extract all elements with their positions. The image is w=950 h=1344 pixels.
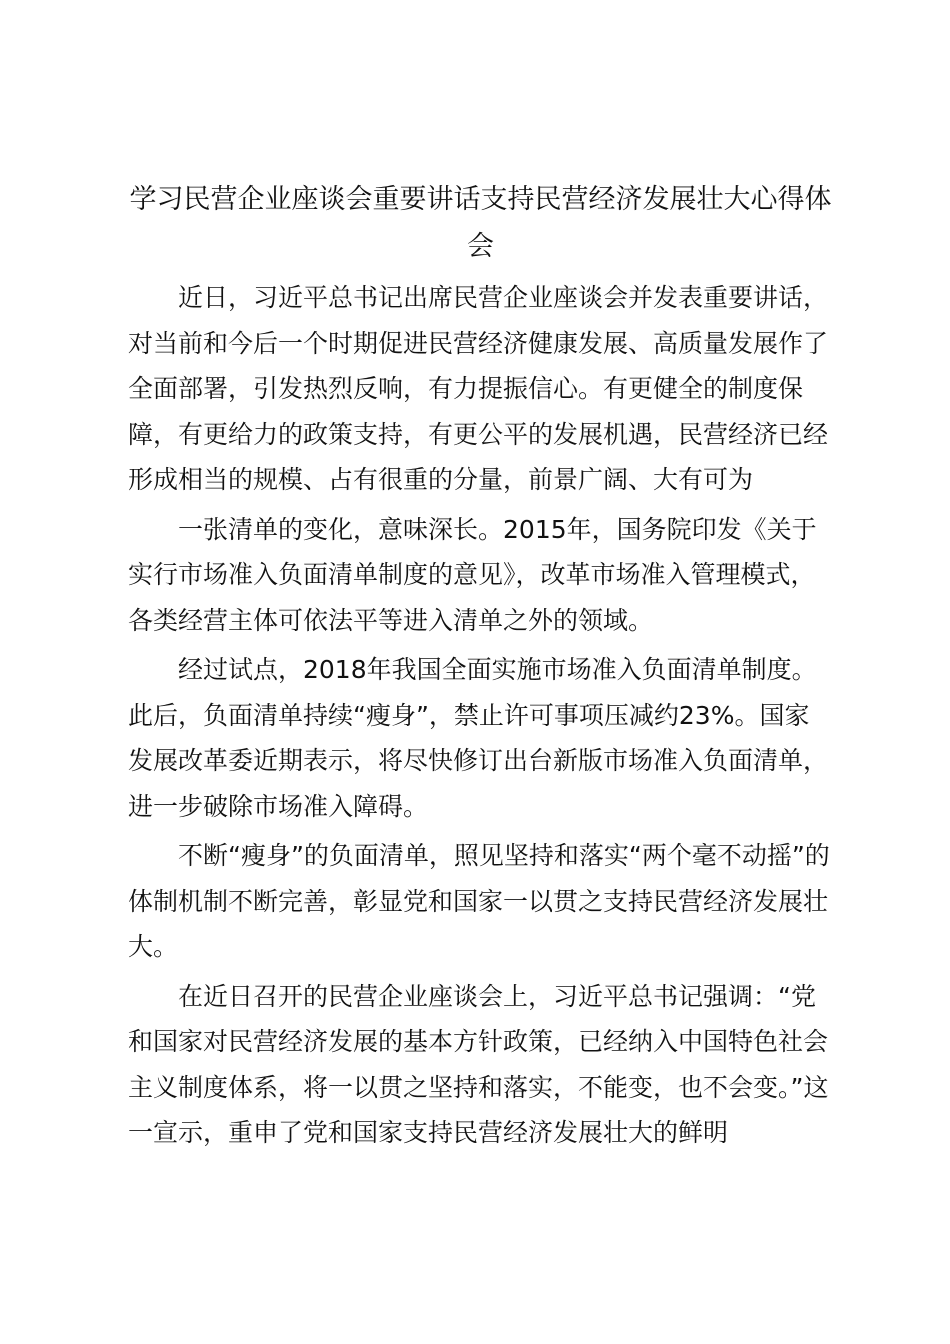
document-body: [128, 275, 833, 1160]
paragraph-2: 一张清单的变化，意味深长。2015年，国务院印发《关于实行市场准入负面清单制度的意见》，改革市场准入管理模式，各类经营主体可依法平等进入清单之外的领域。: [128, 514, 817, 635]
paragraph-3: 经过试点，2018年我国全面实施市场准入负面清单制度。此后，负面清单持续“瘦身”，禁止许可事项压减约23%。国家发展改革委近期表示，将尽快修订出台新版市场准入负面清单，进一步破除市场准入障碍。: [128, 655, 829, 821]
paragraph-4: 不断“瘦身”的负面清单，照见坚持和落实“两个毫不动摇”的体制机制不断完善，彰显党和国家一以贯之支持民营经济发展壮大。: [128, 841, 830, 961]
document-title: 学习民营企业座谈会重要讲话支持民营经济发展壮大心得体会: [129, 184, 832, 262]
paragraph-5: 在近日召开的民营企业座谈会上，习近平总书记强调：“党和国家对民营经济发展的基本方针政策，已经纳入中国特色社会主义制度体系，将一以贯之坚持和落实，不能变，也不会变。”这一宣示，重申了党和国家支持民营经济发展壮大的鲜明: [128, 981, 829, 1147]
paragraph-1: 近日，习近平总书记出席民营企业座谈会并发表重要讲话，对当前和今后一个时期促进民营经济健康发展、高质量发展作了全面部署，引发热烈反响，有力提振信心。有更健全的制度保障，有更给力的政策支持，有更公平的发展机遇，民营经济已经形成相当的规模、占有很重的分量，前景广阔、大有可为: [128, 283, 829, 494]
